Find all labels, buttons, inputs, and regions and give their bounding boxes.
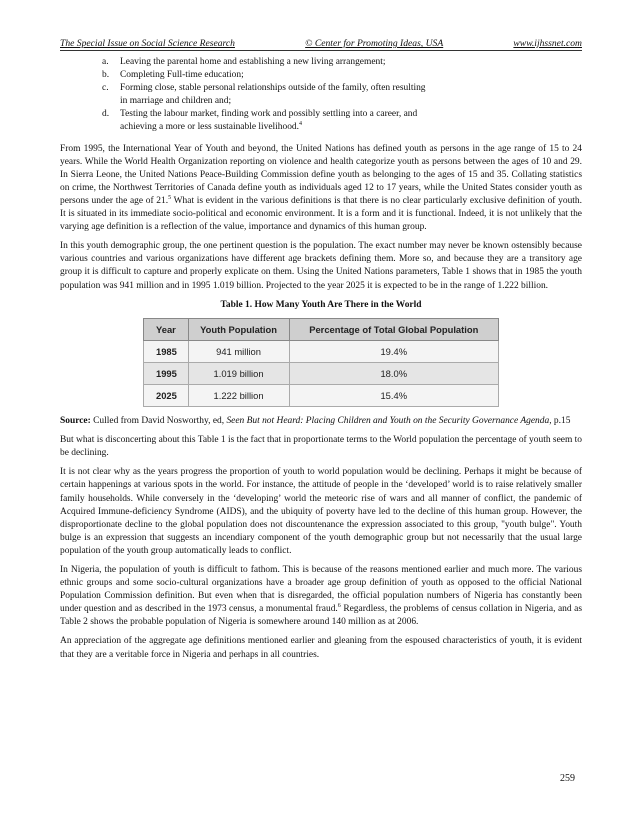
table-header-row	[144, 318, 499, 340]
table-row	[144, 340, 499, 362]
list-item: d. Testing the labour market, finding work and possibly settling into a career, and achieving a more or less sustainable livelihood.$^4$	[102, 109, 418, 133]
table-cell: 1.222 billion	[188, 384, 289, 406]
column-header: Percentage of Total Global Population	[289, 318, 498, 340]
paragraph-nigeria-population: In Nigeria, the population of youth is difficult to fathom. This is because of the reasons mentioned earlier and much more. The various ethnic groups and some socio-cultural organizations have a broader age group definition of youth as opposed to the official National Population Commission definition. But even when that is disregarded, the official population numbers of Nigeria has constantly been under question and as described in the 1973 census, a monumental fraud.$^6$ Regardless, the problems of census collation in Nigeria, and as Table 2 shows the probable population of Nigeria is somewhere around 140 million as at 2006.	[60, 565, 582, 628]
youth-population-table	[143, 318, 499, 407]
table-cell: 18.0%	[289, 362, 498, 384]
table-cell: 1985	[144, 340, 189, 362]
transition-list	[102, 56, 582, 135]
list-item: b. Completing Full-time education;	[102, 70, 244, 81]
footnote-ref[interactable]: 4	[299, 121, 303, 128]
table-cell: 1995	[144, 362, 189, 384]
journal-website[interactable]: www.ijhssnet.com	[513, 38, 582, 49]
table-source: Source: Culled from David Nosworthy, ed, Seen But not Heard: Placing Children and Youth on the Security Governance Agenda, p.15	[60, 416, 571, 427]
paragraph-youth-population: In this youth demographic group, the one pertinent question is the population. The exact number may never be known ostensibly because various countries and various organizations have different age brackets defining them. More so, and because they are a transitory age group it is difficult to capture and properly explicate on them. Using the United Nations parameters, Table 1 shows that in 1985 the youth population was 941 million and in 1995 1.019 billion. Projected to the year 2025 it is expected to be in the range of 1.222 billion.	[60, 241, 582, 291]
running-header	[60, 38, 582, 51]
footnote-ref[interactable]: 5	[168, 194, 172, 201]
body-content	[60, 56, 582, 668]
copyright-notice: © Center for Promoting Ideas, USA	[305, 38, 444, 49]
paragraph-youth-bulge: It is not clear why as the years progress the proportion of youth to world population would be declining. Perhaps it might be because of certain happenings at various spots in the world. For instance, the attitude of people in the ‘developed’ world is to raise relatively smaller family households. While conversely in the ‘developing’ world the meteoric rise of wars and all manner of conflict, the pandemic of Acquired Immune-deficiency Syndrome (AIDS), and the ubiquity of poverty have led to the decline of this human group. However, the disproportionate decline to the global population does not discountenance the expression associated to this group, "youth bulge". Youth bulge is an expression that suggests an incendiary component of the youth demographic group but not necessarily that the usual large population of the youth group automatically leads to conflict.	[60, 467, 582, 556]
column-header: Year	[144, 318, 189, 340]
table-caption: Table 1. How Many Youth Are There in the World	[220, 299, 422, 310]
table-cell: 941 million	[188, 340, 289, 362]
column-header: Youth Population	[188, 318, 289, 340]
page-number: 259	[560, 773, 575, 784]
table-row	[144, 384, 499, 406]
table-cell: 1.019 billion	[188, 362, 289, 384]
table-cell: 2025	[144, 384, 189, 406]
table-row	[144, 362, 499, 384]
paragraph-conclusion: An appreciation of the aggregate age definitions mentioned earlier and gleaning from the espoused characteristics of youth, it is evident that they are a veritable force in Nigeria and perhaps in all countries.	[60, 636, 582, 660]
paragraph-youth-definitions: From 1995, the International Year of Youth and beyond, the United Nations has defined youth as persons in the age range of 15 to 24 years. While the World Health Organization reporting on violence and health categorize youth as persons between the ages of 10 and 29. In Sierra Leone, the United Nations Peace-Building Commission define youth as belonging to the ages of 15 and 35. Collating statistics on crime, the Northwest Territories of Canada define youth as individuals aged 12 to 17 years, while the United States consider youth as persons under the age of 21.$^5$ What is evident in the various definitions is that there is no clear particularly exclusive definition of youth. It is situated in its immediate socio-political and economic environment. It is a form and it is functional. Indeed, it is not unlikely that the varying age definition is a reflection of the value, importance and dynamics of this human group.	[60, 143, 582, 233]
table-cell: 15.4%	[289, 384, 498, 406]
footnote-ref[interactable]: 6	[337, 603, 341, 610]
list-item: a. Leaving the parental home and establishing a new living arrangement;	[102, 57, 386, 67]
journal-title: The Special Issue on Social Science Research	[60, 38, 235, 49]
table-cell: 19.4%	[289, 340, 498, 362]
list-item: c. Forming close, stable personal relationships outside of the family, often resulting in marriage and children and;	[102, 83, 426, 107]
paragraph-declining-percentage: But what is disconcerting about this Table 1 is the fact that in proportionate terms to the World population the percentage of youth seem to be declining.	[60, 435, 582, 459]
